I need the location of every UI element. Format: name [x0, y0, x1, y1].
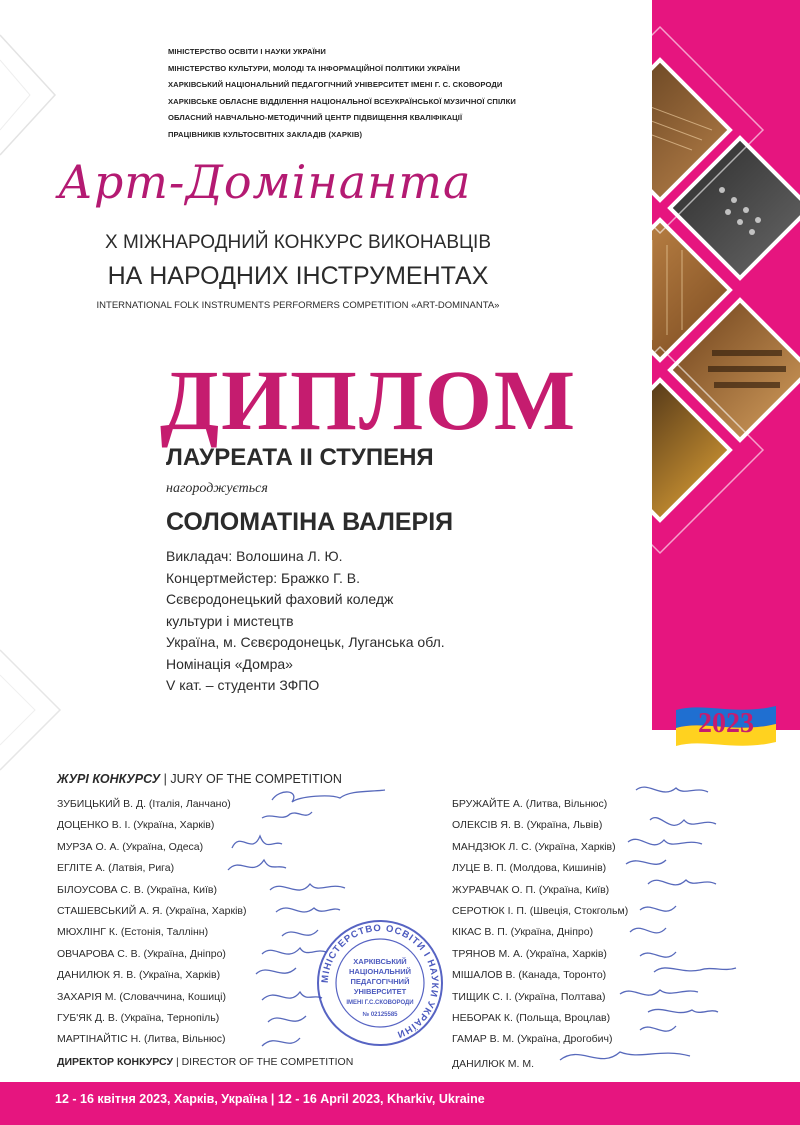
jury-member: МАРТІНАЙТІС Н. (Литва, Вільнюс): [57, 1033, 226, 1046]
jury-member: МУРЗА О. А. (Україна, Одеса): [57, 840, 204, 853]
competition-title-english: INTERNATIONAL FOLK INSTRUMENTS PERFORMERS COMPETITION «ART-DOMINANTA»: [96, 300, 500, 311]
jury-member: НЕБОРАК К. (Польща, Вроцлав): [452, 1012, 611, 1025]
director-name: ДАНИЛЮК М. М.: [452, 1058, 535, 1070]
jury-heading: [57, 772, 342, 786]
jury-list-left: [57, 794, 246, 1051]
jury-member: ЗАХАРІЯ М. (Словаччина, Кошиці): [57, 990, 226, 1003]
organizer-line: ОБЛАСНИЙ НАВЧАЛЬНО-МЕТОДИЧНИЙ ЦЕНТР ПІДВИЩЕННЯ КВАЛІФІКАЦІЇ: [168, 113, 463, 123]
footer-dates: 12 - 16 квітня 2023, Харків, Україна | 12 - 16 April 2023, Kharkiv, Ukraine: [55, 1092, 485, 1106]
jury-member: ЗУБИЦЬКИЙ В. Д. (Італія, Ланчано): [57, 798, 231, 810]
jury-member: СТАШЕВСЬКИЙ А. Я. (Україна, Харків): [57, 905, 247, 918]
organizer-line: МІНІСТЕРСТВО ОСВІТИ І НАУКИ УКРАЇНИ: [168, 47, 326, 56]
director-heading: [57, 1056, 353, 1068]
jury-member: МІШАЛОВ В. (Канада, Торонто): [452, 969, 607, 982]
organizer-line: ПРАЦІВНИКІВ КУЛЬТОСВІТНІХ ЗАКЛАДІВ (ХАРКІВ): [168, 129, 363, 139]
instrument-photo-band: [652, 0, 800, 730]
nomination-line: Номінація «Домра»: [166, 655, 293, 672]
jury-heading-ua: ЖУРІ КОНКУРСУ: [57, 772, 161, 786]
stamp-center-line: ІМЕНІ Г.С.СКОВОРОДИ: [346, 1000, 414, 1006]
year-label: 2023: [698, 708, 754, 739]
jury-member: ЕГЛІТЕ А. (Латвія, Рига): [57, 862, 175, 875]
organizers-list: [168, 44, 588, 144]
jury-list-right: [452, 794, 628, 1051]
organizer-line: ХАРКІВСЬКИЙ НАЦІОНАЛЬНИЙ ПЕДАГОГІЧНИЙ УНІВЕРСИТЕТ ІМЕНІ Г. С. СКОВОРОДИ: [168, 80, 503, 90]
stamp-center-line: № 02125585: [362, 1012, 398, 1018]
stamp-center-line: ХАРКІВСЬКИЙ: [353, 957, 407, 966]
jury-member: ДОЦЕНКО В. І. (Україна, Харків): [57, 819, 215, 832]
awarded-to-label: нагороджується: [166, 481, 268, 496]
teacher-line: Викладач: Волошина Л. Ю.: [166, 548, 343, 564]
winner-details: [166, 546, 646, 697]
director-heading-en: | DIRECTOR OF THE COMPETITION: [173, 1056, 354, 1068]
institution-line: Сєвєродонецький фаховий коледж: [166, 591, 394, 607]
jury-member: МАНДЗЮК Л. С. (Україна, Харків): [452, 840, 616, 853]
jury-member: ЛУЦЕ В. П. (Молдова, Кишинів): [452, 862, 607, 875]
organizer-line: ХАРКІВСЬКЕ ОБЛАСНЕ ВІДДІЛЕННЯ НАЦІОНАЛЬНОЇ ВСЕУКРАЇНСЬКОЇ МУЗИЧНОЇ СПІЛКИ: [168, 96, 516, 106]
stamp-ring-text: МІНІСТЕРСТВО ОСВІТИ І НАУКИ УКРАЇНИ: [319, 922, 441, 1041]
competition-title-line1: X МІЖНАРОДНИЙ КОНКУРС ВИКОНАВЦІВ: [105, 232, 491, 253]
stamp-center-line: ПЕДАГОГІЧНИЙ: [350, 977, 410, 986]
accompanist-line: Концертмейстер: Бражко Г. В.: [166, 569, 361, 586]
diploma-title: ДИПЛОМ: [160, 352, 578, 448]
jury-member: ГАМАР В. М. (Україна, Дрогобич): [452, 1033, 613, 1046]
location-line: Україна, м. Сєвєродонецьк, Луганська обл.: [166, 634, 445, 650]
university-stamp: [315, 918, 445, 1048]
jury-member: ГУБ'ЯК Д. В. (Україна, Тернопіль): [57, 1012, 220, 1025]
jury-member: БІЛОУСОВА С. В. (Україна, Київ): [57, 883, 217, 896]
jury-member: БРУЖАЙТЕ А. (Литва, Вільнюс): [452, 798, 608, 810]
winner-name: СОЛОМАТІНА ВАЛЕРІЯ: [166, 508, 454, 536]
jury-member: ОЛЕКСІВ Я. В. (Україна, Львів): [452, 819, 603, 832]
jury-member: ДАНИЛЮК Я. В. (Україна, Харків): [57, 969, 221, 982]
jury-member: СЕРОТЮК І. П. (Швеція, Стокгольм): [452, 905, 629, 918]
stamp-center-line: НАЦІОНАЛЬНИЙ: [348, 967, 412, 976]
jury-member: ОВЧАРОВА С. В. (Україна, Дніпро): [57, 947, 226, 960]
competition-title-line2: НА НАРОДНИХ ІНСТРУМЕНТАХ: [107, 262, 489, 290]
jury-member: ТРЯНОВ М. А. (Україна, Харків): [452, 947, 607, 960]
jury-member: МЮХЛІНГ К. (Естонія, Таллінн): [57, 926, 209, 939]
jury-heading-en: | JURY OF THE COMPETITION: [160, 772, 342, 786]
jury-member: ТИЩИК С. І. (Україна, Полтава): [452, 990, 606, 1003]
category-line: V кат. – студенти ЗФПО: [166, 677, 320, 693]
stamp-center-line: УНІВЕРСИТЕТ: [353, 987, 407, 996]
institution-line: культури і мистецтв: [166, 612, 294, 629]
jury-member: ЖУРАВЧАК О. П. (Україна, Київ): [452, 883, 610, 896]
jury-member: КІКАС В. П. (Україна, Дніпро): [452, 926, 594, 939]
organizer-line: МІНІСТЕРСТВО КУЛЬТУРИ, МОЛОДІ ТА ІНФОРМАЦІЙНОЇ ПОЛІТИКИ УКРАЇНИ: [168, 63, 461, 73]
laureate-degree: ЛАУРЕАТА ІІ СТУПЕНЯ: [166, 444, 434, 471]
director-heading-ua: ДИРЕКТОР КОНКУРСУ: [57, 1056, 174, 1068]
competition-logo: Арт-Домінанта: [58, 155, 472, 209]
